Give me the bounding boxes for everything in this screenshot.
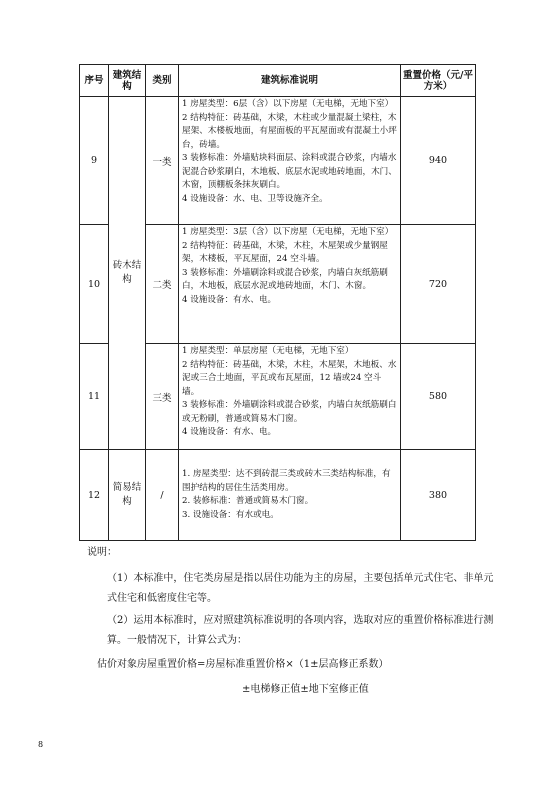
row-price: 940 — [401, 97, 476, 225]
row-seq: 12 — [80, 450, 109, 541]
header-category: 类别 — [146, 65, 179, 97]
row-price: 720 — [401, 225, 476, 344]
description-line: 1 房屋类型：单层房屋（无电梯，无地下室） — [182, 346, 354, 356]
description-line: 3 装修标准：外墙刷涂料或混合砂浆，内墙白灰纸筋刷白或无粉刷，普通或简易木门窗。 — [182, 400, 397, 424]
description-line: 1 房屋类型：3层（含）以下房屋（无电梯，无地下室） — [182, 227, 394, 237]
structure-simple: 简易结构 — [109, 450, 146, 541]
description-line: 4 设施设备：有水、电。 — [182, 294, 277, 305]
note-item-2: （2）运用本标准时，应对照建筑标准说明的各项内容，选取对应的重置价格标准进行测算。一般情况下，计算公式为： — [107, 615, 494, 646]
row-description — [179, 450, 401, 541]
row-price: 380 — [401, 450, 476, 541]
description-line: 4 设施设备：有水、电。 — [182, 427, 277, 437]
page-number: 8 — [38, 740, 44, 749]
row-category: 一类 — [146, 97, 179, 225]
formula-line-1: 估价对象房屋重置价格=房屋标准重置价格×（1±层高修正系数） — [97, 659, 389, 670]
row-price: 580 — [401, 344, 476, 450]
standard-price-table — [79, 64, 476, 541]
note-item-1: （1）本标准中，住宅类房屋是指以居住功能为主的房屋，主要包括单元式住宅、非单元式住宅和低密度住宅等。 — [107, 573, 494, 604]
table-row — [80, 97, 476, 225]
header-standard: 建筑标准说明 — [179, 65, 401, 97]
notes-label: 说明： — [87, 547, 117, 558]
row-seq: 10 — [80, 225, 109, 344]
description-line: 3 装修标准：外墙贴块料面层、涂料或混合砂浆，内墙水泥混合砂浆刷白，木地板、底层水泥或地砖地面，木门、木窗，顶棚板条抹灰刷白。 — [182, 153, 397, 190]
header-seq: 序号 — [80, 65, 109, 97]
description-line: 3 装修标准：外墙刷涂料或混合砂浆，内墙白灰纸筋刷白，木地板，底层水泥或地砖地面，木门、木窗。 — [182, 267, 388, 291]
header-price: 重置价格（元/平方米） — [401, 65, 476, 97]
row-seq: 11 — [80, 344, 109, 450]
row-category: 二类 — [146, 225, 179, 344]
structure-brick-wood: 砖木结构 — [109, 97, 146, 450]
row-description — [179, 97, 401, 225]
table-header-row — [80, 65, 476, 97]
row-category: / — [146, 450, 179, 541]
row-category: 三类 — [146, 344, 179, 450]
row-description — [179, 225, 401, 344]
row-description — [179, 344, 401, 450]
table-row — [80, 450, 476, 541]
row-seq: 9 — [80, 97, 109, 225]
description-line: 2. 装修标准：普通或简易木门窗。 — [182, 496, 314, 506]
header-structure: 建筑结构 — [109, 65, 146, 97]
description-line: 2 结构特征：砖基础，木梁，木柱，木屋架或少量钢屋架，木楼板，平瓦屋面，24 空斗墙。 — [182, 240, 388, 264]
description-line: 3. 设施设备：有水或电。 — [182, 509, 279, 520]
description-line: 1 房屋类型：6层（含）以下房屋（无电梯，无地下室） — [182, 99, 394, 109]
description-line: 4 设施设备：水、电、卫等设施齐全。 — [182, 193, 328, 204]
description-line: 2 结构特征：砖基础，木梁，木柱或少量混凝土梁柱，木屋架、木楼板地面，有屋面板的平瓦屋面或有混凝土小坪台，砖墙。 — [182, 112, 397, 150]
description-line: 2 结构特征：砖基础，木梁，木柱，木屋架，木地板、水泥或三合土地面，平瓦或布瓦屋面，12 墙或24 空斗墙。 — [182, 359, 397, 397]
description-line: 1. 房屋类型：达不到砖混三类或砖木三类结构标准，有围护结构的居住生活类用房。 — [182, 469, 391, 493]
formula-line-2: ±电梯修正值±地下室修正值 — [242, 684, 369, 695]
